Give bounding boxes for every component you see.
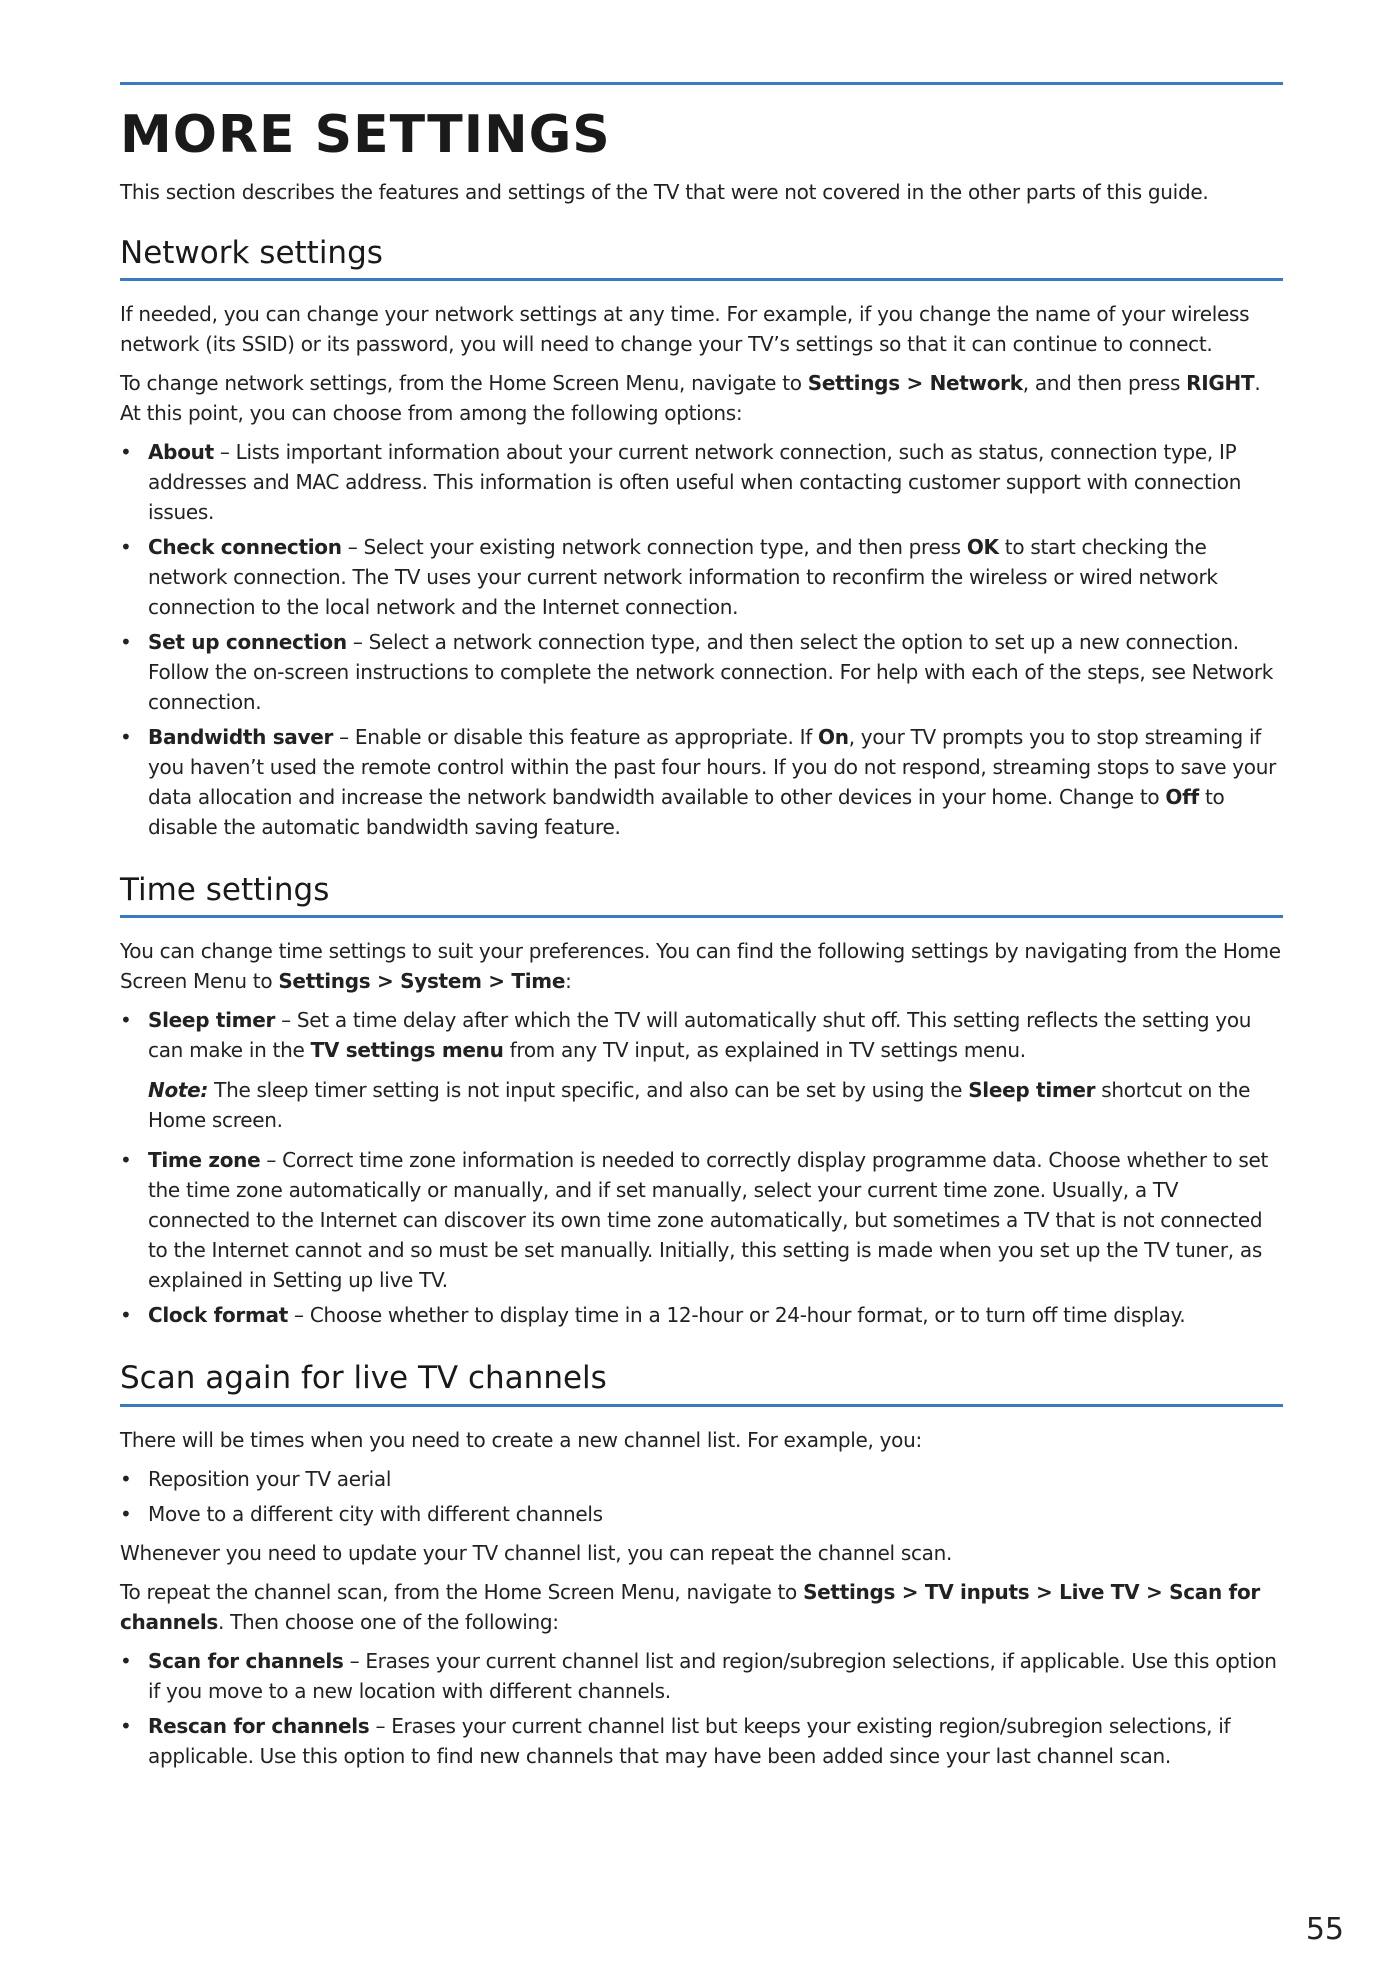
list-item: • Rescan for channels – Erases your current channel list but keeps your existing region/subregion selections, if applicable. Use this option to find new channels that may have been added since your last channel scan. bbox=[120, 1713, 1231, 1768]
list-item: • Bandwidth saver – Enable or disable this feature as appropriate. If On, your TV prompts you to stop streaming if you haven’t used the remote control within the past four hours. If you do not respond, streaming stops to save your data allocation and increase the network bandwidth available to other devices in your home. Change to Off to disable the automatic bandwidth saving feature. bbox=[120, 725, 1277, 840]
intro-paragraph: This section describes the features and settings of the TV that were not covered in the other parts of this guide. bbox=[120, 180, 1209, 204]
network-paragraph-1: If needed, you can change your network settings at any time. For example, if you change the name of your wireless network (its SSID) or its password, you will need to change your TV’s settings so that it can continue to connect. bbox=[120, 302, 1250, 357]
list-item: • Move to a different city with different channels bbox=[120, 1501, 603, 1526]
scan-paragraph-3: To repeat the channel scan, from the Home Screen Menu, navigate to Settings > TV inputs > Live TV > Scan for channels. Then choose one of the following: bbox=[120, 1579, 1260, 1634]
top-rule bbox=[120, 82, 1283, 85]
network-options-list bbox=[120, 437, 1283, 842]
scan-reasons-list bbox=[120, 1464, 1283, 1529]
scan-options-list bbox=[120, 1646, 1283, 1771]
scan-paragraph-2: Whenever you need to update your TV channel list, you can repeat the channel scan. bbox=[120, 1540, 953, 1565]
time-options-list bbox=[120, 1005, 1283, 1065]
list-item: • Check connection – Select your existing network connection type, and then press OK to start checking the network connection. The TV uses your current network information to reconfirm the wireless or wired network connection to the local network and the Internet connection. bbox=[120, 535, 1218, 620]
time-settings-heading: Time settings bbox=[120, 872, 1283, 918]
time-paragraph-1: You can change time settings to suit your preferences. You can find the following settings by navigating from the Home Screen Menu to Settings > System > Time: bbox=[120, 939, 1281, 994]
list-item: • Sleep timer – Set a time delay after which the TV will automatically shut off. This setting reflects the setting you can make in the TV settings menu from any TV input, as explained in TV settings menu. bbox=[120, 1008, 1252, 1063]
time-settings-section bbox=[120, 918, 1283, 1330]
network-paragraph-2: To change network settings, from the Home Screen Menu, navigate to Settings > Network, and then press RIGHT. At this point, you can choose from among the following options: bbox=[120, 371, 1261, 426]
page-content bbox=[120, 82, 1283, 1801]
network-settings-section bbox=[120, 281, 1283, 842]
time-options-list-2 bbox=[120, 1145, 1283, 1330]
list-item: • Set up connection – Select a network connection type, and then select the option to set up a new connection. Follow the on-screen instructions to complete the network connection. For help with each of the steps, see Network connection. bbox=[120, 630, 1274, 715]
page-title: MORE SETTINGS bbox=[120, 105, 611, 165]
list-item: • About – Lists important information about your current network connection, such as status, connection type, IP addresses and MAC address. This information is often useful when contacting customer support with connection issues. bbox=[120, 440, 1242, 525]
page-number: 55 bbox=[1305, 1912, 1344, 1947]
sleep-timer-note: Note: The sleep timer setting is not input specific, and also can be set by using the Sleep timer shortcut on the Home screen. bbox=[148, 1078, 1251, 1133]
scan-paragraph-1: There will be times when you need to create a new channel list. For example, you: bbox=[120, 1427, 922, 1452]
scan-channels-heading: Scan again for live TV channels bbox=[120, 1360, 1283, 1406]
list-item: • Time zone – Correct time zone information is needed to correctly display programme data. Choose whether to set the time zone automatically or manually, and if set manually, select your current time zone. Usually, a TV connected to the Internet can discover its own time zone automatically, but sometimes a TV that is not connected to the Internet cannot and so must be set manually. Initially, this setting is made when you set up the TV tuner, as explained in Setting up live TV. bbox=[120, 1148, 1269, 1293]
list-item: • Reposition your TV aerial bbox=[120, 1466, 392, 1491]
network-settings-heading: Network settings bbox=[120, 235, 1283, 281]
list-item: • Scan for channels – Erases your current channel list and region/subregion selections, if applicable. Use this option if you move to a new location with different channels. bbox=[120, 1648, 1277, 1703]
scan-channels-section bbox=[120, 1407, 1283, 1771]
list-item: • Clock format – Choose whether to display time in a 12-hour or 24-hour format, or to turn off time display. bbox=[120, 1303, 1186, 1328]
